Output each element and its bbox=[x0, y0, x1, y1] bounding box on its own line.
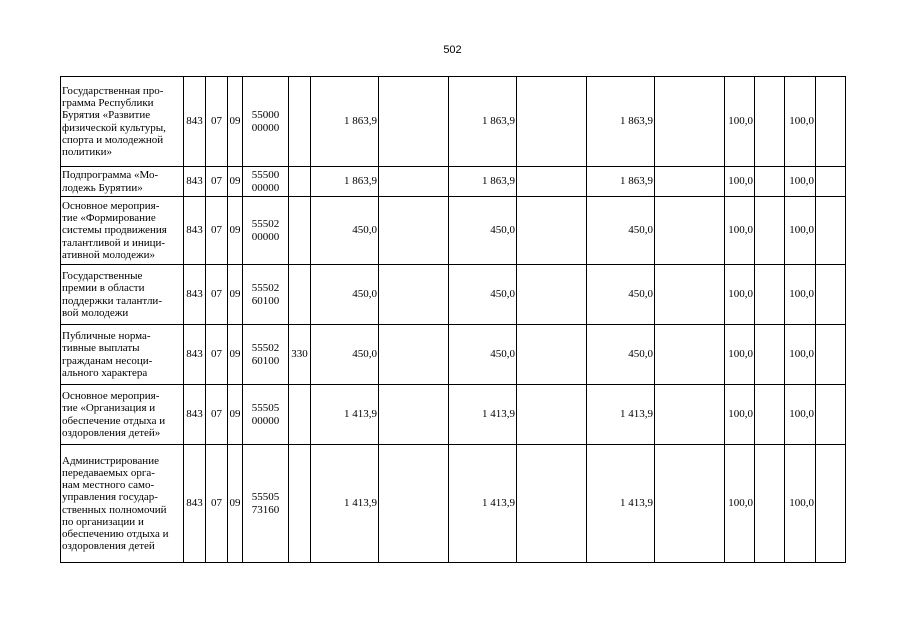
expense-type-code bbox=[289, 167, 311, 197]
target-article-code: 55500 00000 bbox=[243, 167, 289, 197]
empty-cell bbox=[816, 445, 846, 563]
empty-cell bbox=[517, 325, 587, 385]
empty-cell bbox=[755, 197, 785, 265]
amount-1: 450,0 bbox=[311, 197, 379, 265]
table-row bbox=[61, 445, 846, 563]
percent-2: 100,0 bbox=[785, 325, 816, 385]
percent-2: 100,0 bbox=[785, 197, 816, 265]
subsection-code: 09 bbox=[228, 265, 243, 325]
empty-cell bbox=[816, 385, 846, 445]
amount-1: 450,0 bbox=[311, 265, 379, 325]
grbs-code: 843 bbox=[184, 77, 206, 167]
empty-cell bbox=[655, 167, 725, 197]
row-name: Публичные норма- тивные выплаты гражданам несоци- ального характера bbox=[61, 325, 184, 385]
subsection-code: 09 bbox=[228, 325, 243, 385]
row-name: Администрирование передаваемых орга- нам местного само- управления государ- ственных полномочий по организации и обеспечению отдыха и оздоровления детей bbox=[61, 445, 184, 563]
empty-cell bbox=[655, 445, 725, 563]
percent-2: 100,0 bbox=[785, 385, 816, 445]
percent-2: 100,0 bbox=[785, 77, 816, 167]
empty-cell bbox=[816, 167, 846, 197]
empty-cell bbox=[655, 265, 725, 325]
table-row bbox=[61, 167, 846, 197]
expense-type-code bbox=[289, 77, 311, 167]
amount-3: 450,0 bbox=[587, 197, 655, 265]
amount-2: 450,0 bbox=[449, 325, 517, 385]
row-name: Государственные премии в области поддержки талантли- вой молодежи bbox=[61, 265, 184, 325]
expense-type-code bbox=[289, 197, 311, 265]
percent-1: 100,0 bbox=[725, 77, 755, 167]
row-name: Основное мероприя- тие «Организация и обеспечение отдыха и оздоровления детей» bbox=[61, 385, 184, 445]
empty-cell bbox=[816, 77, 846, 167]
empty-cell bbox=[655, 197, 725, 265]
percent-2: 100,0 bbox=[785, 167, 816, 197]
target-article-code: 55502 00000 bbox=[243, 197, 289, 265]
empty-cell bbox=[816, 197, 846, 265]
empty-cell bbox=[755, 167, 785, 197]
empty-cell bbox=[755, 265, 785, 325]
empty-cell bbox=[755, 445, 785, 563]
empty-cell bbox=[379, 77, 449, 167]
page-number: 502 bbox=[443, 44, 462, 56]
expense-type-code: 330 bbox=[289, 325, 311, 385]
amount-2: 450,0 bbox=[449, 265, 517, 325]
amount-2: 1 413,9 bbox=[449, 385, 517, 445]
percent-1: 100,0 bbox=[725, 265, 755, 325]
table-row bbox=[61, 385, 846, 445]
subsection-code: 09 bbox=[228, 197, 243, 265]
empty-cell bbox=[379, 385, 449, 445]
empty-cell bbox=[655, 325, 725, 385]
target-article-code: 55502 60100 bbox=[243, 265, 289, 325]
table-row bbox=[61, 197, 846, 265]
amount-3: 450,0 bbox=[587, 325, 655, 385]
empty-cell bbox=[517, 77, 587, 167]
table-row bbox=[61, 265, 846, 325]
row-name: Государственная про- грамма Республики Бурятия «Развитие физической культуры, спорта и молодежной политики» bbox=[61, 77, 184, 167]
empty-cell bbox=[379, 167, 449, 197]
subsection-code: 09 bbox=[228, 77, 243, 167]
section-code: 07 bbox=[206, 265, 228, 325]
target-article-code: 55502 60100 bbox=[243, 325, 289, 385]
empty-cell bbox=[379, 197, 449, 265]
section-code: 07 bbox=[206, 77, 228, 167]
empty-cell bbox=[517, 385, 587, 445]
amount-3: 450,0 bbox=[587, 265, 655, 325]
grbs-code: 843 bbox=[184, 445, 206, 563]
empty-cell bbox=[379, 265, 449, 325]
grbs-code: 843 bbox=[184, 325, 206, 385]
subsection-code: 09 bbox=[228, 445, 243, 563]
table-body bbox=[61, 77, 846, 563]
empty-cell bbox=[655, 77, 725, 167]
amount-2: 1 413,9 bbox=[449, 445, 517, 563]
empty-cell bbox=[655, 385, 725, 445]
empty-cell bbox=[517, 265, 587, 325]
empty-cell bbox=[816, 325, 846, 385]
amount-3: 1 863,9 bbox=[587, 167, 655, 197]
percent-1: 100,0 bbox=[725, 325, 755, 385]
percent-1: 100,0 bbox=[725, 167, 755, 197]
amount-1: 1 863,9 bbox=[311, 167, 379, 197]
grbs-code: 843 bbox=[184, 197, 206, 265]
subsection-code: 09 bbox=[228, 167, 243, 197]
expense-type-code bbox=[289, 445, 311, 563]
section-code: 07 bbox=[206, 325, 228, 385]
empty-cell bbox=[379, 445, 449, 563]
section-code: 07 bbox=[206, 445, 228, 563]
percent-1: 100,0 bbox=[725, 197, 755, 265]
table-row bbox=[61, 77, 846, 167]
empty-cell bbox=[517, 197, 587, 265]
percent-2: 100,0 bbox=[785, 445, 816, 563]
empty-cell bbox=[517, 445, 587, 563]
target-article-code: 55000 00000 bbox=[243, 77, 289, 167]
grbs-code: 843 bbox=[184, 385, 206, 445]
amount-2: 1 863,9 bbox=[449, 77, 517, 167]
grbs-code: 843 bbox=[184, 167, 206, 197]
amount-1: 1 863,9 bbox=[311, 77, 379, 167]
table-row bbox=[61, 325, 846, 385]
section-code: 07 bbox=[206, 167, 228, 197]
amount-3: 1 413,9 bbox=[587, 385, 655, 445]
target-article-code: 55505 73160 bbox=[243, 445, 289, 563]
empty-cell bbox=[755, 77, 785, 167]
subsection-code: 09 bbox=[228, 385, 243, 445]
amount-1: 450,0 bbox=[311, 325, 379, 385]
empty-cell bbox=[379, 325, 449, 385]
empty-cell bbox=[755, 325, 785, 385]
amount-1: 1 413,9 bbox=[311, 445, 379, 563]
percent-2: 100,0 bbox=[785, 265, 816, 325]
percent-1: 100,0 bbox=[725, 385, 755, 445]
target-article-code: 55505 00000 bbox=[243, 385, 289, 445]
amount-3: 1 413,9 bbox=[587, 445, 655, 563]
section-code: 07 bbox=[206, 197, 228, 265]
amount-2: 1 863,9 bbox=[449, 167, 517, 197]
row-name: Подпрограмма «Мо- лодежь Бурятии» bbox=[61, 167, 184, 197]
section-code: 07 bbox=[206, 385, 228, 445]
empty-cell bbox=[517, 167, 587, 197]
budget-table bbox=[60, 76, 846, 563]
expense-type-code bbox=[289, 385, 311, 445]
empty-cell bbox=[816, 265, 846, 325]
grbs-code: 843 bbox=[184, 265, 206, 325]
amount-3: 1 863,9 bbox=[587, 77, 655, 167]
amount-1: 1 413,9 bbox=[311, 385, 379, 445]
empty-cell bbox=[755, 385, 785, 445]
expense-type-code bbox=[289, 265, 311, 325]
percent-1: 100,0 bbox=[725, 445, 755, 563]
amount-2: 450,0 bbox=[449, 197, 517, 265]
row-name: Основное мероприя- тие «Формирование системы продвижения талантливой и иници- ативной молодежи» bbox=[61, 197, 184, 265]
